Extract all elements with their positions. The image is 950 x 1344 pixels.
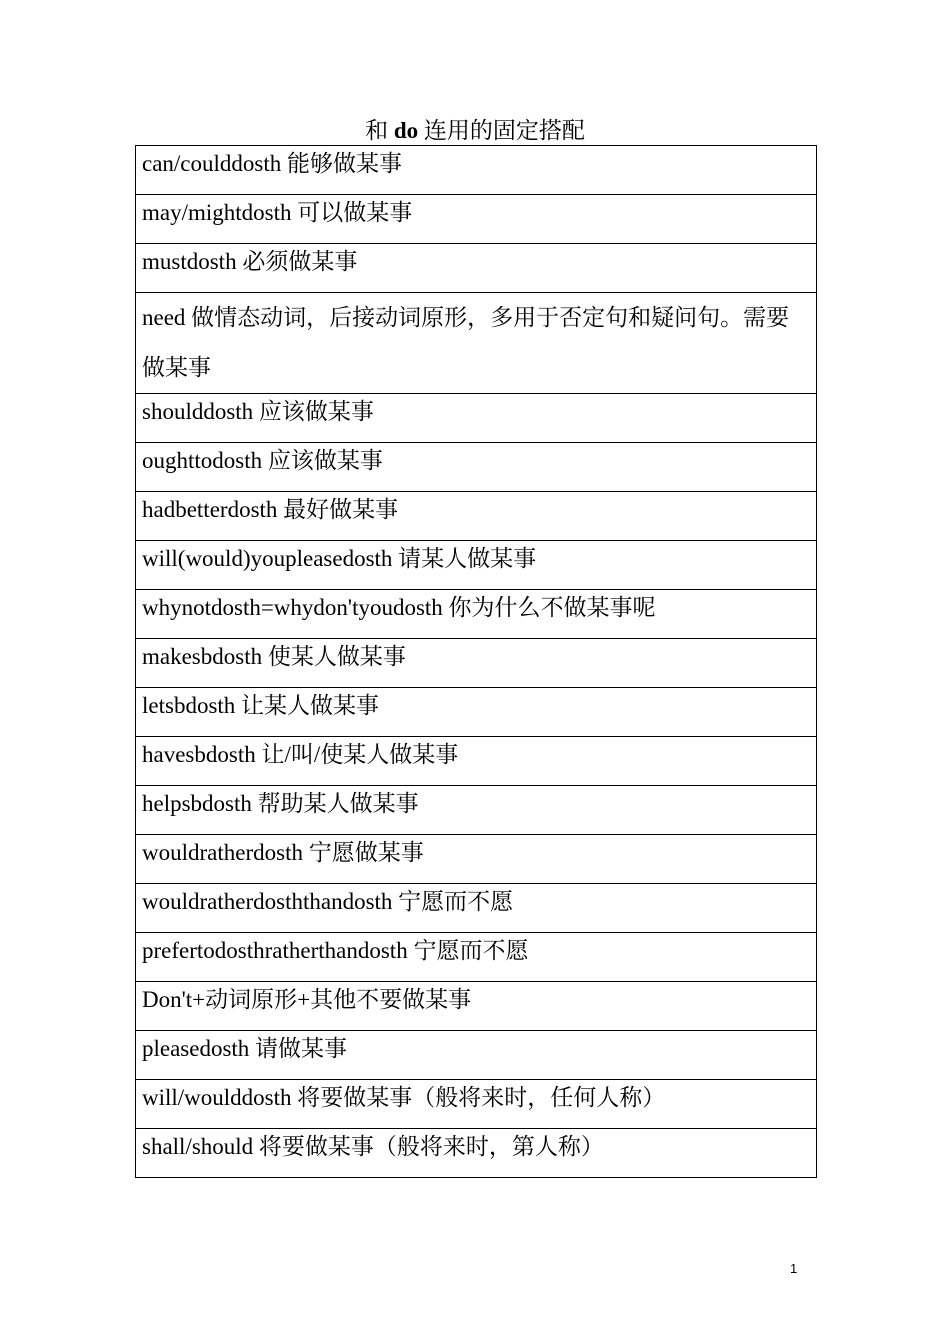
- table-row: [136, 639, 817, 688]
- table-cell: will(would)youpleasedosth 请某人做某事: [136, 541, 817, 590]
- table-cell: can/coulddosth 能够做某事: [136, 146, 817, 195]
- table-row: [136, 492, 817, 541]
- page-number: 1: [790, 1261, 798, 1276]
- table-cell: makesbdosth 使某人做某事: [136, 639, 817, 688]
- table-cell: whynotdosth=whydon'tyoudosth 你为什么不做某事呢: [136, 590, 817, 639]
- title-prefix: 和: [365, 118, 389, 143]
- table-row: [136, 244, 817, 293]
- table-row: [136, 541, 817, 590]
- table-cell: oughttodosth 应该做某事: [136, 443, 817, 492]
- phrase-table: [135, 145, 817, 1178]
- table-row: [136, 835, 817, 884]
- document-title: [0, 115, 950, 147]
- table-row: [136, 1129, 817, 1178]
- table-cell: Don't+动词原形+其他不要做某事: [136, 982, 817, 1031]
- table-row: [136, 293, 817, 394]
- table-row: [136, 590, 817, 639]
- table-cell: helpsbdosth 帮助某人做某事: [136, 786, 817, 835]
- table-row: [136, 1031, 817, 1080]
- table-row: [136, 786, 817, 835]
- table-row: [136, 982, 817, 1031]
- table-row: [136, 394, 817, 443]
- table-row: [136, 688, 817, 737]
- table-row: [136, 737, 817, 786]
- table-cell: shall/should 将要做某事（般将来时，第人称）: [136, 1129, 817, 1178]
- table-cell: wouldratherdosth 宁愿做某事: [136, 835, 817, 884]
- table-cell: mustdosth 必须做某事: [136, 244, 817, 293]
- table-cell: hadbetterdosth 最好做某事: [136, 492, 817, 541]
- table-cell: will/woulddosth 将要做某事（般将来时，任何人称）: [136, 1080, 817, 1129]
- table-cell: prefertodosthratherthandosth 宁愿而不愿: [136, 933, 817, 982]
- table-cell: may/mightdosth 可以做某事: [136, 195, 817, 244]
- table-row: [136, 933, 817, 982]
- table-row: [136, 146, 817, 195]
- table-cell: havesbdosth 让/叫/使某人做某事: [136, 737, 817, 786]
- table-row: [136, 1080, 817, 1129]
- table-row: [136, 195, 817, 244]
- title-keyword: do: [393, 118, 419, 143]
- table-cell: letsbdosth 让某人做某事: [136, 688, 817, 737]
- table-cell: wouldratherdosththandosth 宁愿而不愿: [136, 884, 817, 933]
- table-row: [136, 443, 817, 492]
- table-cell: pleasedosth 请做某事: [136, 1031, 817, 1080]
- table-row: [136, 884, 817, 933]
- table-cell: shoulddosth 应该做某事: [136, 394, 817, 443]
- title-suffix: 连用的固定搭配: [423, 118, 585, 143]
- table-cell: need 做情态动词，后接动词原形，多用于否定句和疑问句。需要做某事: [136, 293, 817, 394]
